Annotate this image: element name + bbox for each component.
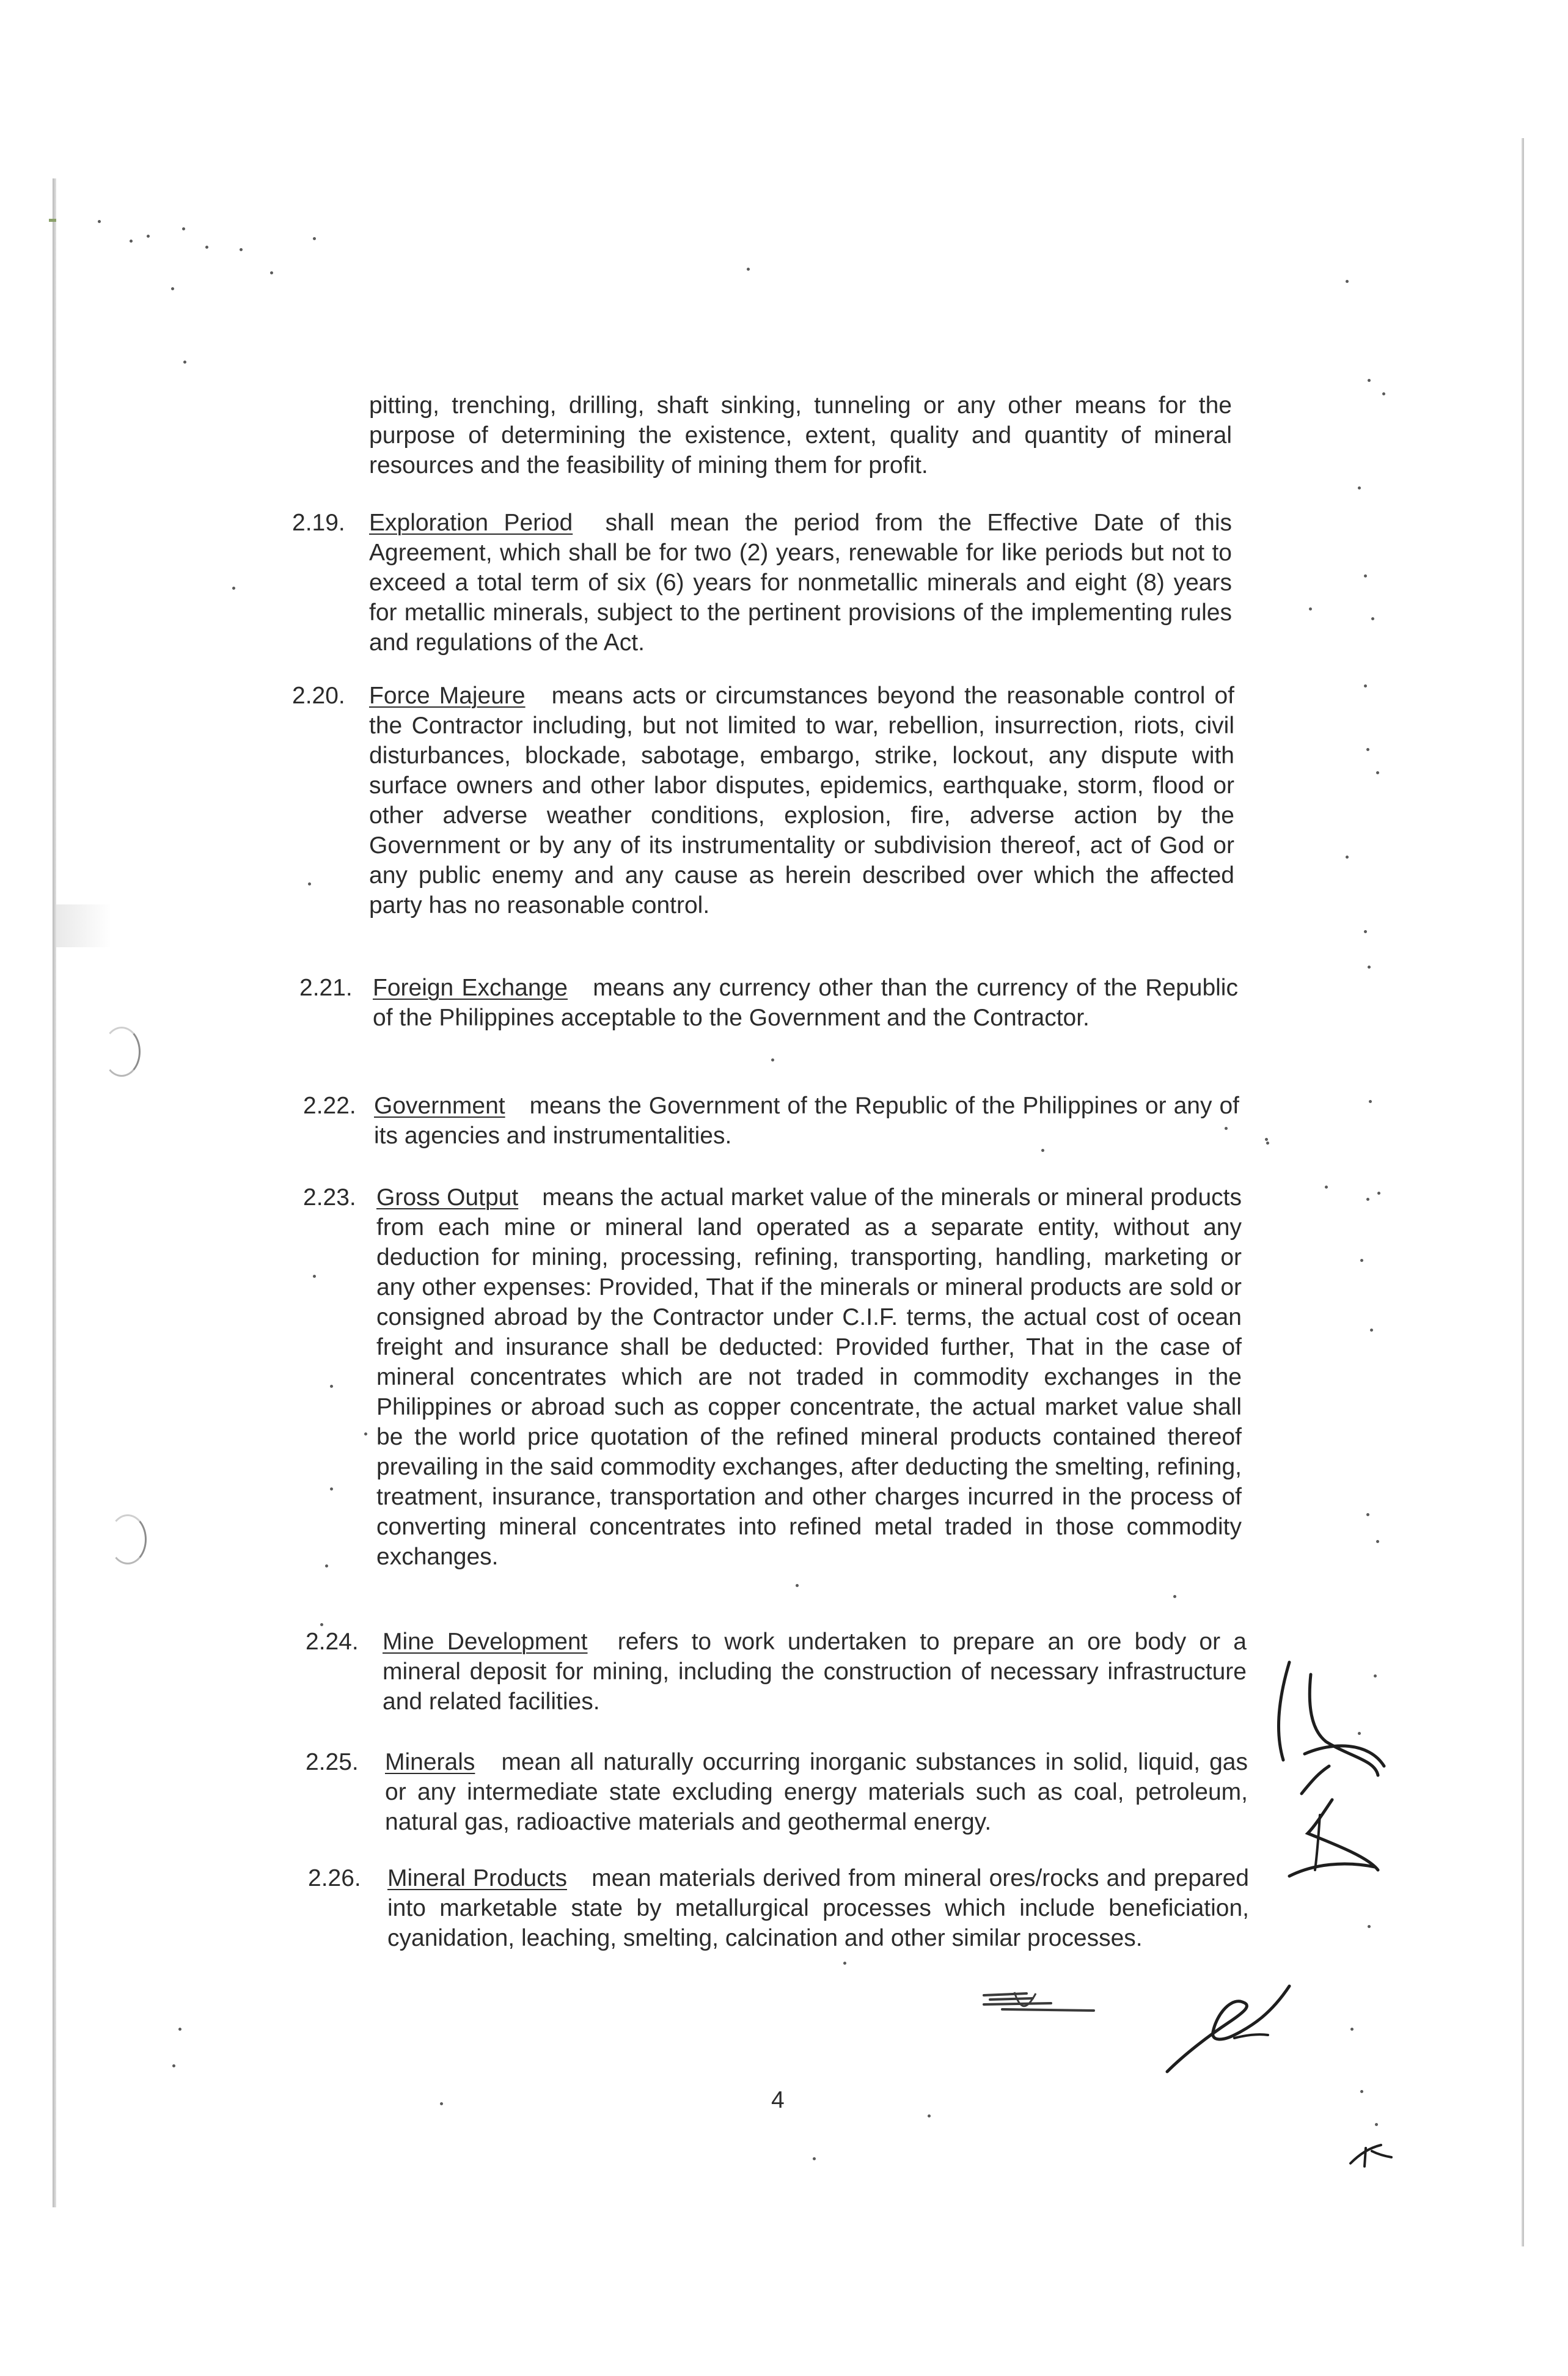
definition-text: means acts or circumstances beyond the reasonable control of the Contractor including, but not limited to war, rebellion, insurrection, riots, civil disturbances, blockade, sabotage, embargo, strike, lockout, any dispute with surface owners and other labor disputes, epidemics, earthquake, storm, flood or other adverse weather conditions, explosion, fire, adverse action by the Government or by any of its instrumentality or subdivision thereof, act of God or any public enemy and any cause as herein described over which the affected party has no reasonable control. xyxy=(369,683,1234,919)
scan-edge-right xyxy=(1522,138,1524,2246)
scan-smudge xyxy=(56,904,111,947)
definition-paragraph xyxy=(385,1747,1248,1837)
definition-paragraph xyxy=(369,681,1234,920)
definition-text: means the actual market value of the minerals or mineral products from each mine or mineral land operated as a separate entity, without any deduction for mining, processing, refining, transporting, handling, marketing or any other expenses: Provided, That if the minerals or mineral products are sold or consigned abroad by the Contractor under C.I.F. terms, the actual cost of ocean freight and insurance shall be deducted: Provided further, That in the case of mineral concentrates which are not traded in commodity exchanges in the Philippines or abroad such as copper concentrate, the actual market value shall be the world price quotation of the refined mineral products contained thereof prevailing in the said commodity exchanges, after deducting the smelting, refining, treatment, insurance, transportation and other charges incurred in the process of converting mineral concentrates into refined metal traded in those commodity exchanges. xyxy=(376,1184,1242,1570)
handwritten-initials-signature xyxy=(1247,1650,1405,1919)
section-number: 2.25. xyxy=(306,1749,359,1775)
section-number: 2.24. xyxy=(306,1629,359,1655)
handwritten-signature xyxy=(1161,1980,1302,2084)
definition-paragraph xyxy=(373,973,1238,1033)
defined-term: Gross Output xyxy=(376,1184,519,1211)
section-number: 2.20. xyxy=(292,683,345,709)
defined-term: Minerals xyxy=(385,1749,475,1775)
definition-paragraph xyxy=(374,1091,1239,1151)
definition-text: refers to work undertaken to prepare an ore body or a mineral deposit for mining, including the construction of necessary infrastructure and related facilities. xyxy=(383,1629,1247,1715)
defined-term: Mineral Products xyxy=(387,1865,567,1891)
section-number: 2.23. xyxy=(303,1184,356,1211)
scan-edge-left xyxy=(53,178,56,2207)
defined-term: Exploration Period xyxy=(369,510,573,536)
definition-paragraph xyxy=(369,508,1232,658)
definition-text: mean all naturally occurring inorganic substances in solid, liquid, gas or any intermediate state excluding energy materials such as coal, petroleum, natural gas, radioactive materials and geothermal energy. xyxy=(385,1749,1248,1835)
punch-hole-upper xyxy=(103,1027,141,1077)
punch-hole-lower xyxy=(109,1514,147,1564)
defined-term: Foreign Exchange xyxy=(373,975,568,1001)
definition-paragraph xyxy=(383,1627,1247,1717)
page-number: 4 xyxy=(771,2087,785,2113)
definition-paragraph xyxy=(387,1863,1249,1953)
definition-text: means the Government of the Republic of the Philippines or any of its agencies and instrumentalities. xyxy=(374,1093,1239,1149)
defined-term: Mine Development xyxy=(383,1629,588,1655)
defined-term: Government xyxy=(374,1093,505,1119)
definition-text: shall mean the period from the Effective Date of this Agreement, which shall be for two (2) years, renewable for like periods but not to exceed a total term of six (6) years for nonmetallic minerals and eight (8) years for metallic minerals, subject to the pertinent provisions of the implementing rules and regulations of the Act. xyxy=(369,510,1232,656)
signature-stamp-scribble xyxy=(978,1986,1100,2023)
section-number: 2.21. xyxy=(299,975,353,1001)
section-number: 2.26. xyxy=(308,1865,361,1891)
definition-text: means any currency other than the currency of the Republic of the Philippines acceptable to the Government and the Contractor. xyxy=(373,975,1238,1031)
intro-paragraph: pitting, trenching, drilling, shaft sinking, tunneling or any other means for the purpose of determining the existence, extent, quality and quantity of mineral resources and the feasibility of mining them for profit. xyxy=(369,392,1232,479)
scan-edge-mark xyxy=(49,219,56,222)
section-number: 2.22. xyxy=(303,1093,356,1119)
defined-term: Force Majeure xyxy=(369,683,526,709)
small-initials-mark xyxy=(1347,2139,1396,2169)
section-number: 2.19. xyxy=(292,510,345,536)
definition-text: mean materials derived from mineral ores/rocks and prepared into marketable state by metallurgical processes which include beneficiation, cyanidation, leaching, smelting, calcination and other similar processes. xyxy=(387,1865,1250,1951)
definition-paragraph xyxy=(376,1182,1242,1572)
